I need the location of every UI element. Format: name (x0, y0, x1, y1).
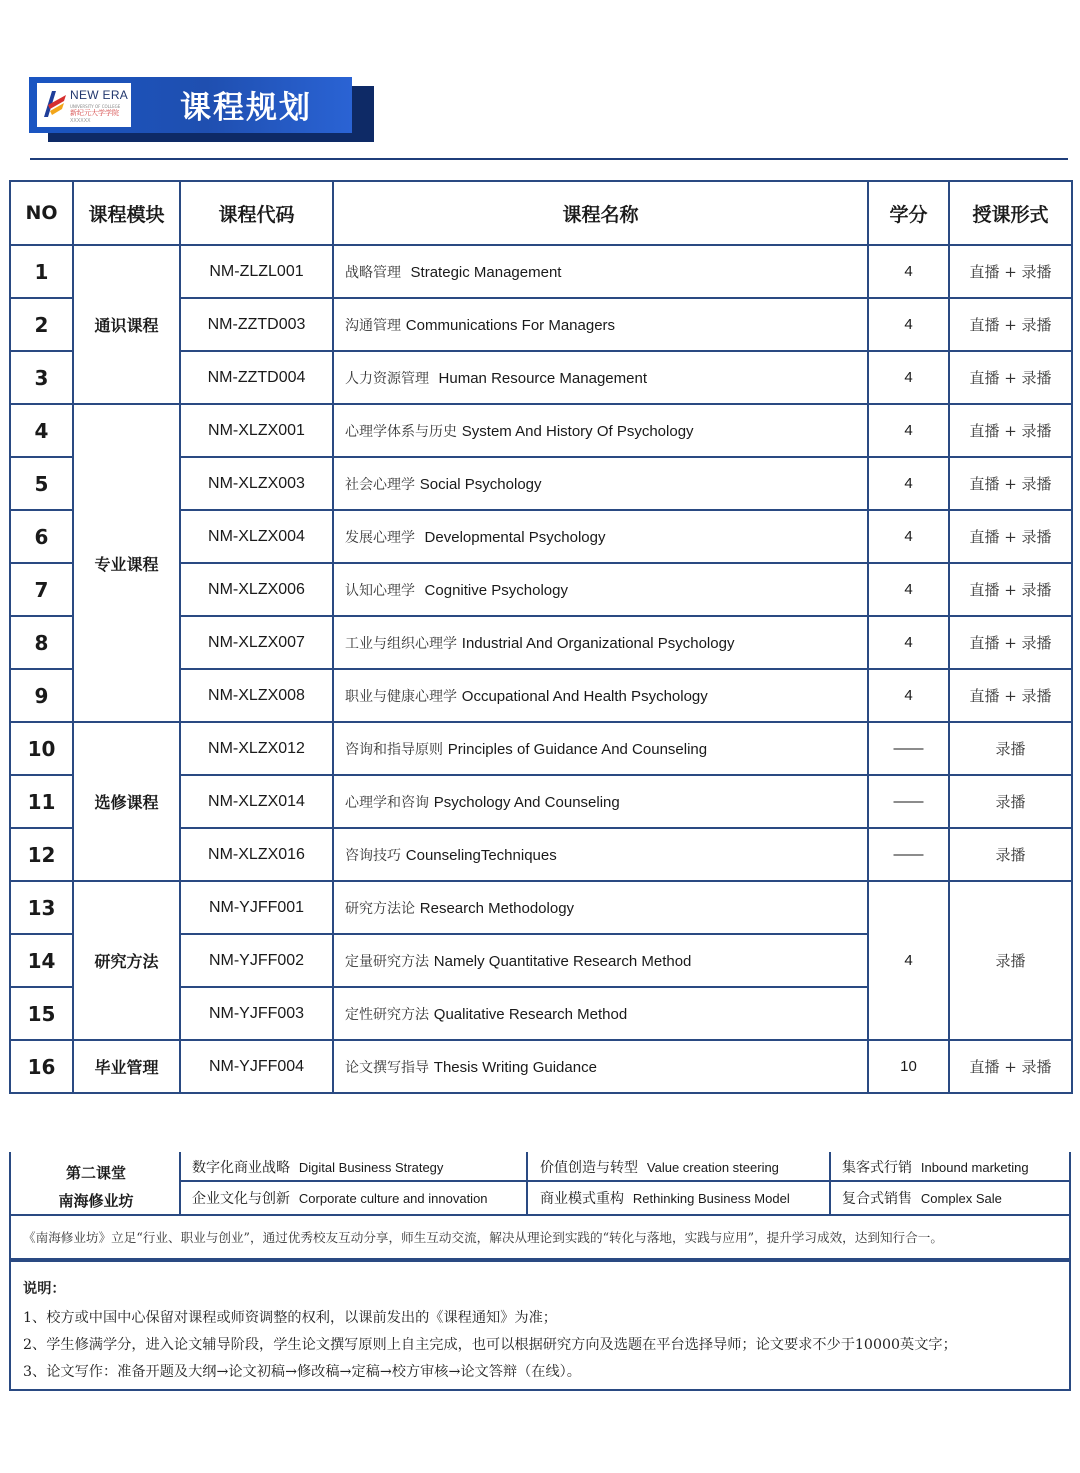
course-table (9, 180, 1073, 1094)
course-name: 心理学体系与历史 System And History Of Psychology (333, 404, 868, 457)
divider (526, 1152, 528, 1214)
second-class-section (9, 1152, 1071, 1216)
module-general: 通识课程 (73, 245, 180, 404)
course-code: NM-ZLZL001 (180, 245, 333, 298)
workshop-item: 商业模式重构 Rethinking Business Model (540, 1191, 790, 1207)
header-mode: 授课形式 (949, 181, 1072, 245)
course-name: 咨询技巧 CounselingTechniques (333, 828, 868, 881)
course-mode: 直播 + 录播 (949, 1040, 1072, 1093)
row-no: 15 (10, 987, 73, 1040)
workshop-intro: 《南海修业坊》立足“行业、职业与创业”，通过优秀校友互动分享，师生互动交流，解决从理论到实践的“转化与落地，实践与应用”，提升学习成效，达到知行合一。 (9, 1216, 1071, 1260)
row-no: 10 (10, 722, 73, 775)
course-code: NM-XLZX001 (180, 404, 333, 457)
header-module: 课程模块 (73, 181, 180, 245)
page-title: 课程规划 (180, 90, 312, 126)
table-row (10, 722, 1072, 775)
course-mode: 直播 + 录播 (949, 298, 1072, 351)
course-mode: 录播 (949, 722, 1072, 775)
course-code: NM-YJFF004 (180, 1040, 333, 1093)
course-name: 研究方法论 Research Methodology (333, 881, 868, 934)
workshop-item: 复合式销售 Complex Sale (842, 1191, 1002, 1207)
table-row (10, 1040, 1072, 1093)
course-code: NM-XLZX004 (180, 510, 333, 563)
course-code: NM-XLZX007 (180, 616, 333, 669)
course-credit: 4 (868, 563, 949, 616)
course-credit: 4 (868, 457, 949, 510)
course-credit: —— (868, 828, 949, 881)
note-line: 2、学生修满学分，进入论文辅导阶段，学生论文撰写原则上自主完成，也可以根据研究方向及选题在平台选择导师；论文要求不少于10000英文字； (23, 1337, 957, 1353)
workshop-item: 数字化商业战略 Digital Business Strategy (192, 1160, 444, 1176)
logo-mark-icon (42, 89, 68, 119)
course-mode: 直播 + 录播 (949, 669, 1072, 722)
row-no: 16 (10, 1040, 73, 1093)
row-no: 9 (10, 669, 73, 722)
row-no: 12 (10, 828, 73, 881)
row-no: 1 (10, 245, 73, 298)
logo-subtitle-2: XXXXXX (70, 118, 91, 124)
course-code: NM-XLZX016 (180, 828, 333, 881)
course-name: 发展心理学 Developmental Psychology (333, 510, 868, 563)
course-credit: 10 (868, 1040, 949, 1093)
row-no: 4 (10, 404, 73, 457)
row-no: 13 (10, 881, 73, 934)
research-mode: 录播 (949, 881, 1072, 1040)
course-credit: 4 (868, 245, 949, 298)
note-line: 3、论文写作：准备开题及大纲→论文初稿→修改稿→定稿→校方审核→论文答辩（在线）。 (23, 1364, 581, 1380)
course-name: 咨询和指导原则 Principles of Guidance And Counseling (333, 722, 868, 775)
workshop-item: 集客式行销 Inbound marketing (842, 1160, 1029, 1176)
workshop-item: 价值创造与转型 Value creation steering (540, 1160, 779, 1176)
course-credit: 4 (868, 298, 949, 351)
course-code: NM-XLZX006 (180, 563, 333, 616)
table-row (10, 245, 1072, 298)
course-name: 战略管理 Strategic Management (333, 245, 868, 298)
note-line: 1、校方或中国中心保留对课程或师资调整的权利，以课前发出的《课程通知》为准； (23, 1310, 557, 1326)
header-code: 课程代码 (180, 181, 333, 245)
divider (829, 1152, 831, 1214)
course-name: 职业与健康心理学 Occupational And Health Psychology (333, 669, 868, 722)
table-row (10, 881, 1072, 934)
row-no: 8 (10, 616, 73, 669)
course-name: 社会心理学 Social Psychology (333, 457, 868, 510)
course-mode: 直播 + 录播 (949, 245, 1072, 298)
course-mode: 录播 (949, 828, 1072, 881)
header-name: 课程名称 (333, 181, 868, 245)
course-code: NM-XLZX014 (180, 775, 333, 828)
row-no: 14 (10, 934, 73, 987)
course-code: NM-YJFF003 (180, 987, 333, 1040)
row-no: 2 (10, 298, 73, 351)
course-mode: 录播 (949, 775, 1072, 828)
course-mode: 直播 + 录播 (949, 457, 1072, 510)
university-logo (37, 83, 131, 127)
course-code: NM-ZZTD003 (180, 298, 333, 351)
course-code: NM-ZZTD004 (180, 351, 333, 404)
second-class-label: 第二课堂 南海修业坊 (11, 1152, 181, 1214)
table-row (10, 404, 1072, 457)
course-credit: 4 (868, 404, 949, 457)
course-mode: 直播 + 录播 (949, 616, 1072, 669)
course-mode: 直播 + 录播 (949, 351, 1072, 404)
notes-section (9, 1260, 1071, 1391)
row-no: 6 (10, 510, 73, 563)
course-credit: 4 (868, 616, 949, 669)
module-research: 研究方法 (73, 881, 180, 1040)
course-name: 论文撰写指导 Thesis Writing Guidance (333, 1040, 868, 1093)
module-elective: 选修课程 (73, 722, 180, 881)
course-code: NM-XLZX003 (180, 457, 333, 510)
course-credit: 4 (868, 510, 949, 563)
notes-title: 说明： (23, 1281, 66, 1297)
table-header-row (10, 181, 1072, 245)
course-mode: 直播 + 录播 (949, 404, 1072, 457)
module-graduation: 毕业管理 (73, 1040, 180, 1093)
course-mode: 直播 + 录播 (949, 563, 1072, 616)
workshop-item: 企业文化与创新 Corporate culture and innovation (192, 1191, 488, 1207)
row-no: 11 (10, 775, 73, 828)
row-no: 3 (10, 351, 73, 404)
row-no: 5 (10, 457, 73, 510)
logo-subtitle: UNIVERSITY OF COLLEGE 新纪元大学学院 (70, 104, 121, 117)
course-name: 沟通管理 Communications For Managers (333, 298, 868, 351)
course-credit: 4 (868, 669, 949, 722)
module-major: 专业课程 (73, 404, 180, 722)
course-name: 定性研究方法 Qualitative Research Method (333, 987, 868, 1040)
course-name: 人力资源管理 Human Resource Management (333, 351, 868, 404)
course-credit: 4 (868, 351, 949, 404)
course-credit: —— (868, 775, 949, 828)
research-credit: 4 (868, 881, 949, 1040)
course-name: 定量研究方法 Namely Quantitative Research Method (333, 934, 868, 987)
row-no: 7 (10, 563, 73, 616)
course-name: 工业与组织心理学 Industrial And Organizational Psychology (333, 616, 868, 669)
course-name: 认知心理学 Cognitive Psychology (333, 563, 868, 616)
header-no: NO (10, 181, 73, 245)
divider (181, 1180, 1071, 1182)
course-code: NM-XLZX012 (180, 722, 333, 775)
course-name: 心理学和咨询 Psychology And Counseling (333, 775, 868, 828)
header-divider (30, 158, 1068, 160)
course-mode: 直播 + 录播 (949, 510, 1072, 563)
header-credit: 学分 (868, 181, 949, 245)
course-code: NM-YJFF002 (180, 934, 333, 987)
course-credit: —— (868, 722, 949, 775)
course-code: NM-YJFF001 (180, 881, 333, 934)
course-code: NM-XLZX008 (180, 669, 333, 722)
logo-name: NEW ERA (70, 88, 129, 102)
